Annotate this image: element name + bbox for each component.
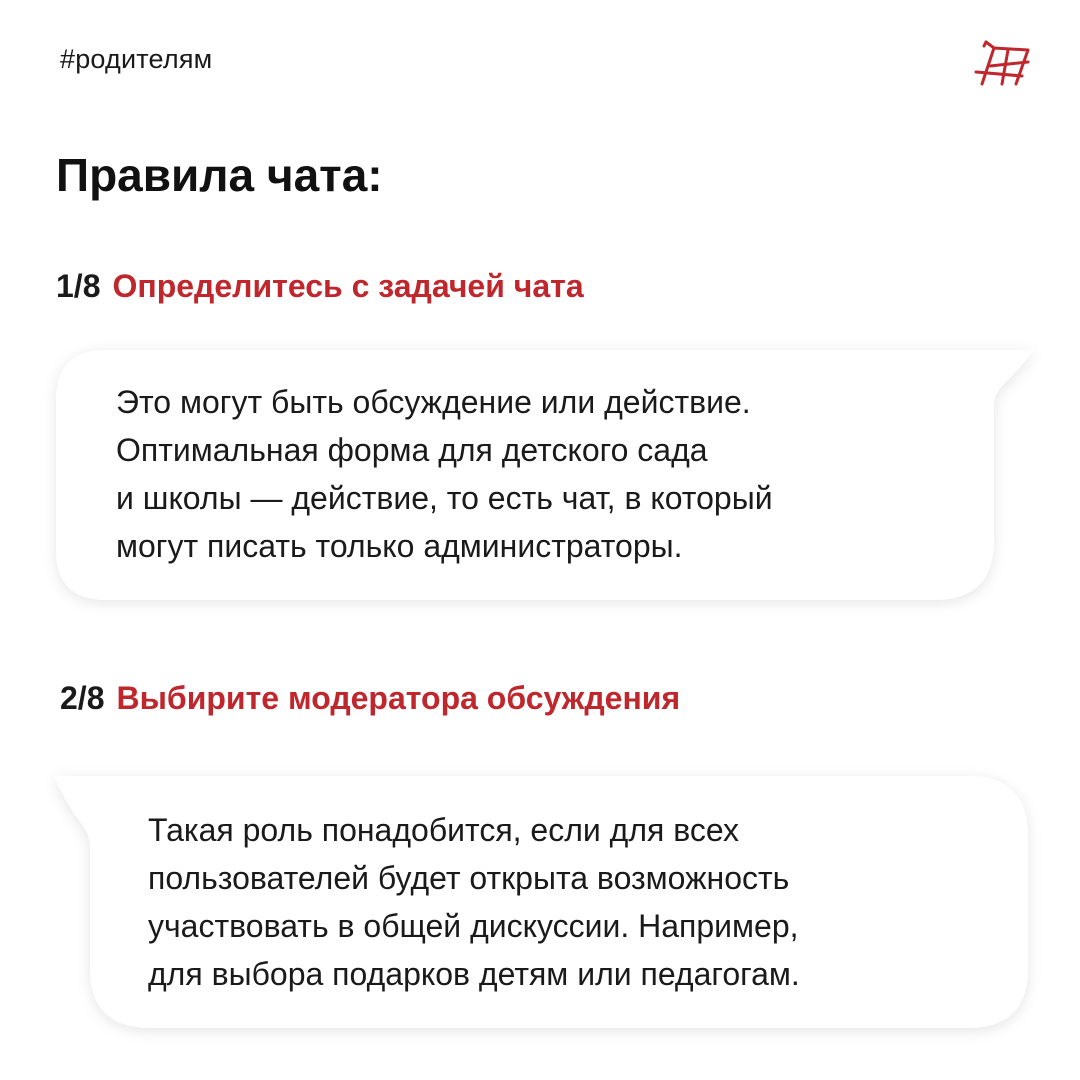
rule-2-number: 2/8 <box>60 680 105 716</box>
rule-1-line: и школы — действие, то есть чат, в который <box>116 480 773 516</box>
rule-1-number: 1/8 <box>56 268 101 304</box>
page-title: Правила чата: <box>56 149 383 201</box>
horse-logo-icon <box>972 38 1034 90</box>
rule-1-line: Оптимальная форма для детского сада <box>116 432 708 468</box>
rule-1-heading <box>56 268 584 305</box>
rule-2-line: участвовать в общей дискуссии. Например, <box>148 908 799 944</box>
rule-2-line: пользователей будет открыта возможность <box>148 860 790 896</box>
rule-2-heading <box>60 680 680 717</box>
rule-1-chat-bubble <box>46 340 1046 620</box>
rule-1-title: Определитесь с задачей чата <box>112 268 584 304</box>
rule-1-line: Это могут быть обсуждение или действие. <box>116 384 751 420</box>
rule-2-line: для выбора подарков детям или педагогам. <box>148 956 800 992</box>
hashtag-label: #родителям <box>60 44 213 74</box>
rule-2-line: Такая роль понадобится, если для всех <box>148 812 739 848</box>
rule-1-line: могут писать только администраторы. <box>116 528 683 564</box>
rule-2-title: Выбирите модератора обсуждения <box>116 680 681 716</box>
rule-1-description <box>116 378 773 570</box>
rule-2-description <box>148 806 800 998</box>
rule-2-chat-bubble <box>40 760 1050 1050</box>
